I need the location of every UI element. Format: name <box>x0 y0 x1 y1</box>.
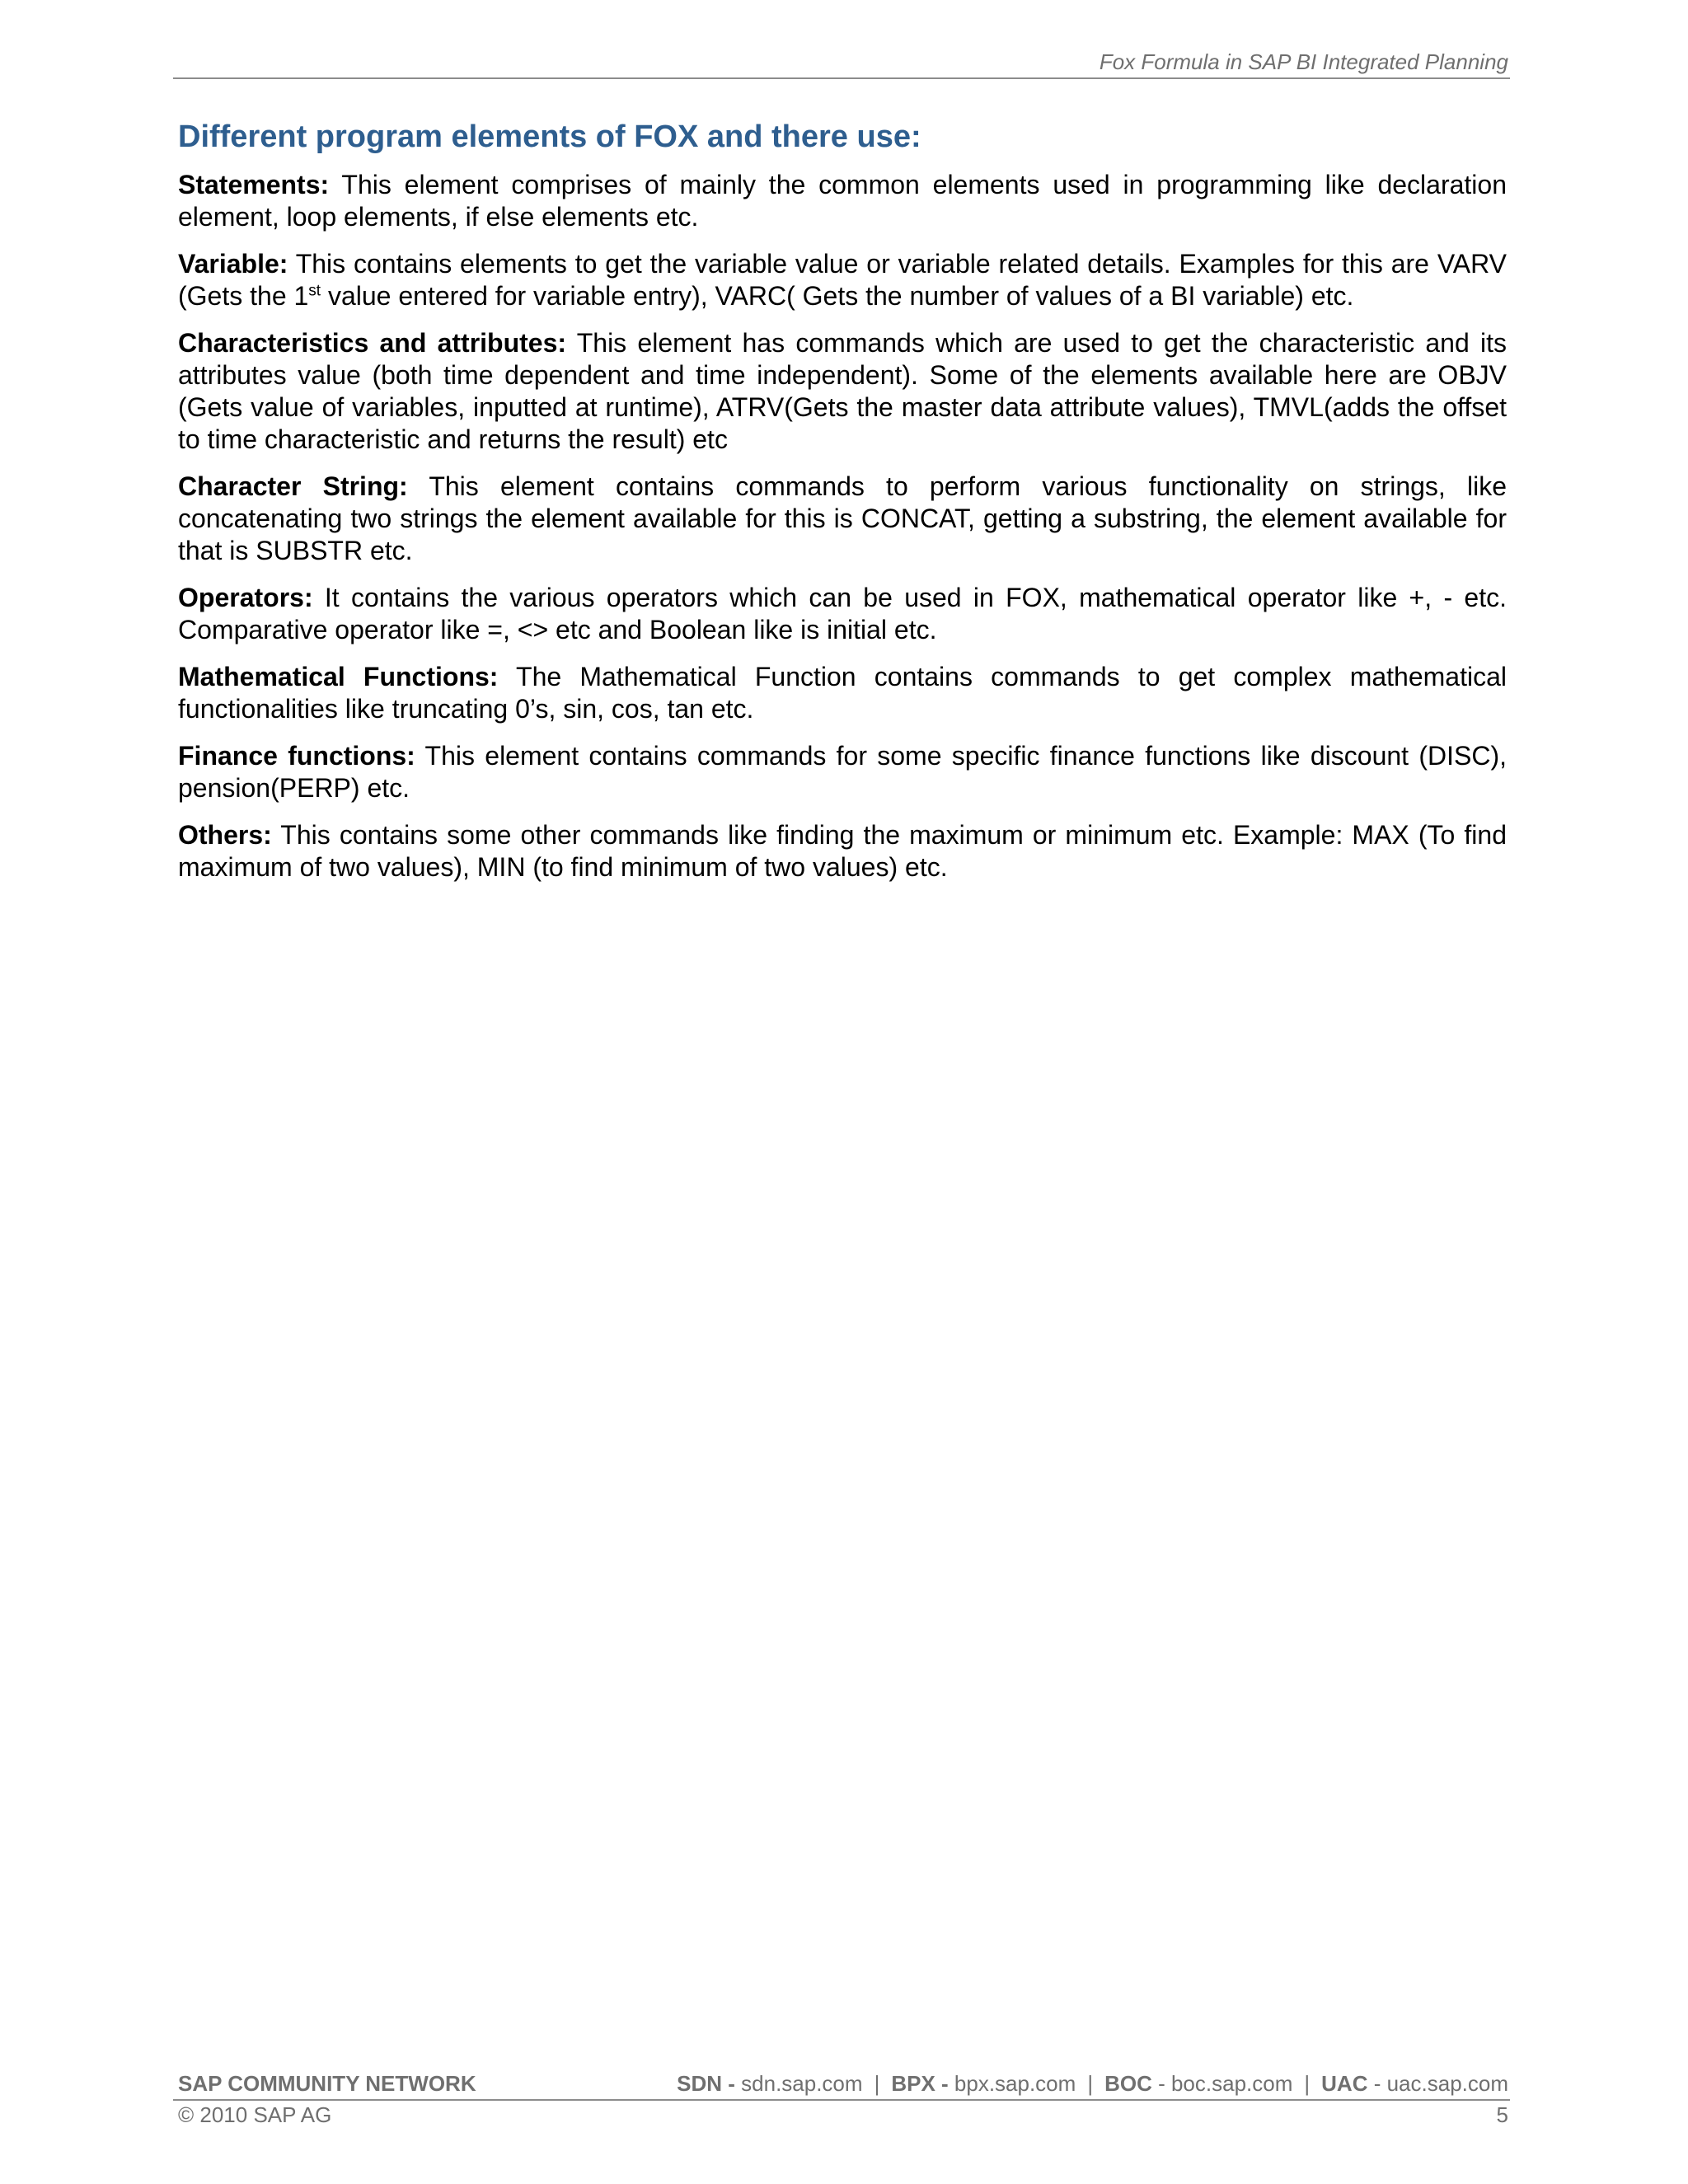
footer-link-uac-url: - uac.sap.com <box>1367 2071 1508 2096</box>
footer-link-uac-abbr: UAC <box>1321 2071 1368 2096</box>
text-variable-b: value entered for variable entry), VARC( Gets the number of values of a BI variable) etc. <box>321 281 1354 311</box>
page-header <box>173 46 1510 79</box>
text-operators: It contains the various operators which can be used in FOX, mathematical operator like +, - etc. Comparative operator like =, <> etc and Boolean like is initial etc. <box>178 583 1507 644</box>
header-title: Fox Formula in SAP BI Integrated Planning <box>1099 49 1508 74</box>
footer-link-bpx-url: bpx.sap.com <box>948 2071 1076 2096</box>
footer-link-sdn[interactable] <box>677 2071 862 2096</box>
footer-link-uac[interactable] <box>1321 2071 1508 2096</box>
paragraph-finance <box>178 740 1507 804</box>
term-mathematical: Mathematical Functions: <box>178 662 499 691</box>
term-statements: Statements: <box>178 170 330 199</box>
footer-link-boc-url: - boc.sap.com <box>1151 2071 1293 2096</box>
paragraph-statements <box>178 169 1507 233</box>
footer-link-boc[interactable] <box>1104 2071 1292 2096</box>
text-others: This contains some other commands like finding the maximum or minimum etc. Example: MAX (To find maximum of two values), MIN (to find minimum of two values) etc. <box>178 820 1507 882</box>
section-heading: Different program elements of FOX and there use: <box>178 120 921 154</box>
text-characteristics: This element has commands which are used to get the characteristic and its attributes value (both time dependent and time independent). Some of the elements available here are OBJV (Gets value of variables, inputted at runtime), ATRV(Gets the master data attribute values), TMVL(adds the offset to time characteristic and returns the result) etc <box>178 328 1507 454</box>
footer-link-sdn-abbr: SDN - <box>677 2071 735 2096</box>
text-statements: This element comprises of mainly the common elements used in programming like declaration element, loop elements, if else elements etc. <box>178 170 1507 232</box>
paragraph-variable <box>178 248 1507 312</box>
paragraph-characteristics <box>178 327 1507 456</box>
paragraph-others <box>178 819 1507 883</box>
text-mathematical: The Mathematical Function contains commands to get complex mathematical functionalities like truncating 0’s, sin, cos, tan etc. <box>178 662 1507 724</box>
text-character-string: This element contains commands to perform various functionality on strings, like concatenating two strings the element available for this is CONCAT, getting a substring, the element available for that is SUBSTR etc. <box>178 471 1507 565</box>
text-finance: This element contains commands for some specific finance functions like discount (DISC), pension(PERP) etc. <box>178 741 1507 803</box>
paragraph-character-string <box>178 471 1507 567</box>
paragraph-mathematical <box>178 661 1507 725</box>
page-footer <box>173 2069 1510 2130</box>
term-operators: Operators: <box>178 583 313 612</box>
term-characteristics: Characteristics and attributes: <box>178 328 567 358</box>
term-character-string: Character String: <box>178 471 408 501</box>
footer-link-sdn-url: sdn.sap.com <box>734 2071 863 2096</box>
text-variable-a: This contains elements to get the variable value or variable related details. Examples for this are VARV (Gets the 1 <box>178 249 1507 311</box>
term-finance: Finance functions: <box>178 741 415 771</box>
footer-separator: | <box>874 2071 880 2096</box>
page-number: 5 <box>1496 2102 1508 2127</box>
term-others: Others: <box>178 820 272 850</box>
footer-link-boc-abbr: BOC <box>1104 2071 1152 2096</box>
footer-separator: | <box>1304 2071 1311 2096</box>
footer-network-label: SAP COMMUNITY NETWORK <box>178 2071 476 2096</box>
term-variable: Variable: <box>178 249 288 279</box>
footer-link-bpx-abbr: BPX - <box>891 2071 949 2096</box>
paragraph-operators <box>178 582 1507 646</box>
footer-bottom-row <box>173 2101 1510 2130</box>
footer-links <box>677 2071 1508 2097</box>
footer-top-row <box>173 2069 1510 2101</box>
superscript-st: st <box>308 282 321 300</box>
footer-link-bpx[interactable] <box>891 2071 1076 2096</box>
footer-copyright: © 2010 SAP AG <box>178 2102 332 2127</box>
main-content <box>178 118 1507 898</box>
footer-separator: | <box>1087 2071 1094 2096</box>
